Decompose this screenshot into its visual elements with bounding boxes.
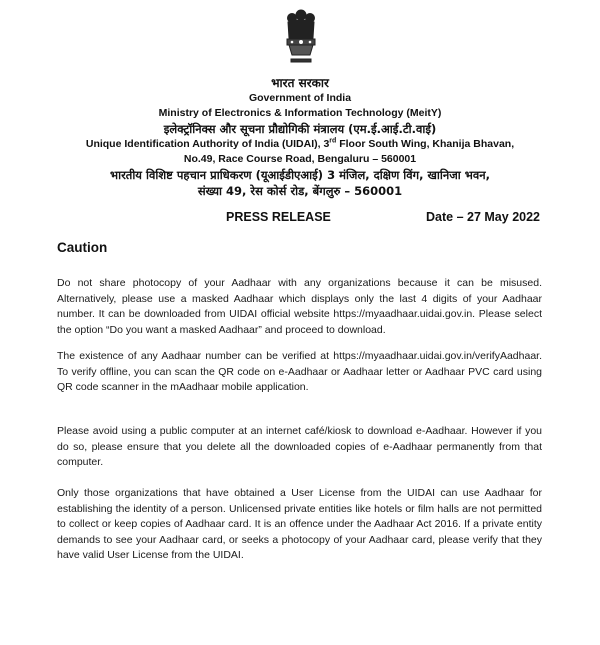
uidai-address-hindi-line2: संख्या 49, रेस कोर्स रोड, बेंगलुरु – 560001 [197, 184, 403, 198]
paragraph-text: Please avoid using a public computer at an internet café/kiosk to download e-Aadhaar. However if you do so, please ensure that you delete all the downloaded copies of e-Aadhaar permanently from that computer. [57, 425, 542, 468]
release-date: Date – 27 May 2022 [426, 210, 540, 224]
paragraph-verify-aadhaar [57, 349, 542, 396]
caution-heading: Caution [57, 240, 108, 255]
hindi-government-heading: भारत सरकार [271, 76, 329, 90]
ministry-name-english: Ministry of Electronics & Information Technology (MeitY) [158, 107, 442, 119]
uidai-address-hindi-line1: भारतीय विशिष्ट पहचान प्राधिकरण (यूआईडीएआई) 3 मंजिल, दक्षिण विंग, खानिजा भवन, [110, 168, 490, 182]
letterhead [30, 75, 570, 199]
release-row [60, 210, 540, 228]
paragraph-user-license [57, 486, 542, 564]
paragraph-public-computer [57, 424, 542, 471]
paragraph-text: Do not share photocopy of your Aadhaar with any organizations because it can be misused. Alternatively, please use a masked Aadhaar which displays only the last 4 digits of your Aadhaar number. It can be downloaded from UIDAI official website https://myaadhaar.uidai.gov.in. Please select the option “Do you want a masked Aadhaar” and proceed to download. [57, 277, 542, 336]
uidai-address-part: Unique Identification Authority of India (UIDAI), 3 [85, 138, 330, 150]
press-release-label: PRESS RELEASE [226, 210, 331, 224]
national-emblem-icon [283, 8, 319, 68]
paragraph-masked-aadhaar [57, 276, 542, 338]
ordinal-suffix: rd [329, 137, 337, 145]
uidai-address-english-line1 [30, 137, 570, 152]
uidai-address-part: Floor South Wing, Khanija Bhavan, [336, 138, 515, 150]
paragraph-text: The existence of any Aadhaar number can be verified at https://myaadhaar.uidai.gov.in/verifyAadhaar. To verify offline, you can scan the QR code on e-Aadhaar or Aadhaar letter or Aadhaar PVC card using QR code scanner in the mAadhaar mobile application. [57, 350, 542, 393]
government-heading: Government of India [248, 92, 352, 104]
uidai-address-english-line2: No.49, Race Course Road, Bengaluru – 560001 [183, 153, 417, 165]
paragraph-text: Only those organizations that have obtained a User License from the UIDAI can use Aadhaar for establishing the identity of a person. Unlicensed private entities like hotels or film halls are not permitted to collect or keep copies of Aadhaar card. It is an offence under the Aadhaar Act 2016. If a private entity demands to see your Aadhaar card, or seeks a photocopy of your Aadhaar card, please verify that they have valid User License from the UIDAI. [57, 487, 542, 561]
ministry-name-hindi: इलेक्ट्रॉनिक्स और सूचना प्रौद्योगिकी मंत्रालय (एम.ई.आई.टी.वाई) [163, 122, 437, 136]
